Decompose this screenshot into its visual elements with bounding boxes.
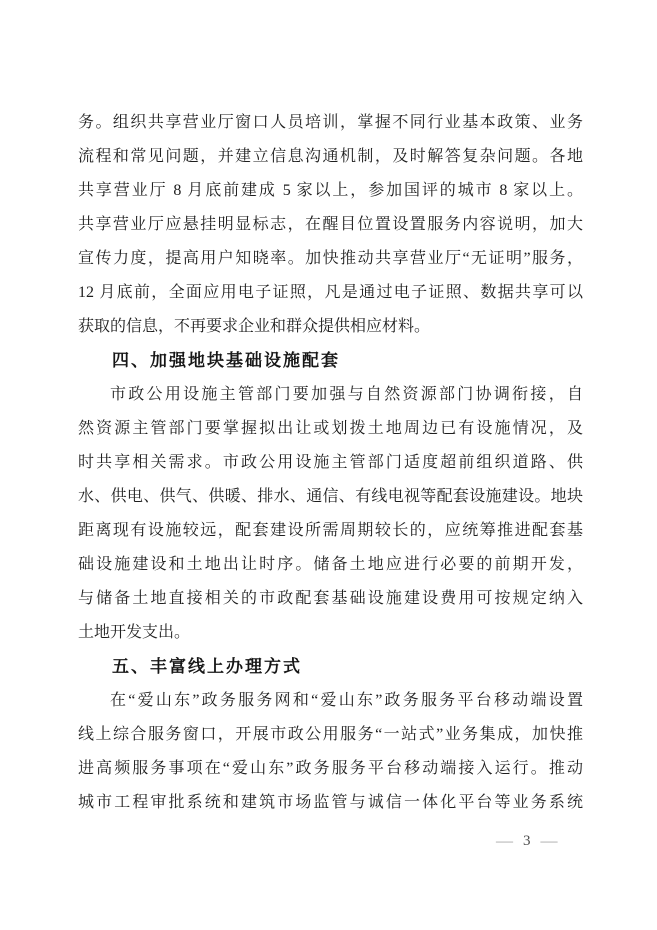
section-heading-4: 四、加强地块基础设施配套 bbox=[112, 351, 340, 370]
text-line: 流程和常见问题，并建立信息沟通机制，及时解答复杂问题。各地 bbox=[78, 148, 583, 165]
text-line: 获取的信息，不再要求企业和群众提供相应材料。 bbox=[78, 318, 431, 335]
page-number-dash-left: — bbox=[496, 831, 513, 850]
text-line: 城市工程审批系统和建筑市场监管与诚信一体化平台等业务系统 bbox=[78, 794, 583, 811]
text-line: 12 月底前，全面应用电子证照，凡是通过电子证照、数据共享可以 bbox=[78, 284, 583, 301]
text-line: 进高频服务事项在“爱山东”政务服务平台移动端接入运行。推动 bbox=[78, 760, 583, 777]
document-body bbox=[78, 106, 583, 820]
text-line: 然资源主管部门要掌握拟出让或划拨土地周边已有设施情况，及 bbox=[78, 420, 583, 437]
text-line: 与储备土地直接相关的市政配套基础设施建设费用可按规定纳入 bbox=[78, 590, 583, 607]
text-line: 线上综合服务窗口，开展市政公用服务“一站式”业务集成，加快推 bbox=[78, 726, 583, 743]
text-line: 共享营业厅 8 月底前建成 5 家以上，参加国评的城市 8 家以上。 bbox=[78, 182, 583, 199]
text-line: 距离现有设施较远，配套建设所需周期较长的，应统筹推进配套基 bbox=[78, 522, 583, 539]
text-line: 在“爱山东”政务服务网和“爱山东”政务服务平台移动端设置 bbox=[110, 692, 583, 709]
text-line: 务。组织共享营业厅窗口人员培训，掌握不同行业基本政策、业务 bbox=[78, 114, 583, 131]
text-line: 水、供电、供气、供暖、排水、通信、有线电视等配套设施建设。地块 bbox=[78, 488, 583, 505]
page-footer bbox=[496, 831, 558, 851]
text-line: 土地开发支出。 bbox=[78, 624, 191, 641]
text-line: 宣传力度，提高用户知晓率。加快推动共享营业厅“无证明”服务， bbox=[78, 250, 583, 267]
text-line: 础设施建设和土地出让时序。储备土地应进行必要的前期开发， bbox=[78, 556, 583, 573]
text-line: 市政公用设施主管部门要加强与自然资源部门协调衔接，自 bbox=[110, 386, 583, 403]
text-line: 共享营业厅应悬挂明显标志，在醒目位置设置服务内容说明，加大 bbox=[78, 216, 583, 233]
page-number-dash-right: — bbox=[540, 831, 558, 850]
page-number: 3 bbox=[523, 833, 531, 849]
text-line: 时共享相关需求。市政公用设施主管部门适度超前组织道路、供 bbox=[78, 454, 583, 471]
section-heading-5: 五、丰富线上办理方式 bbox=[112, 657, 302, 676]
